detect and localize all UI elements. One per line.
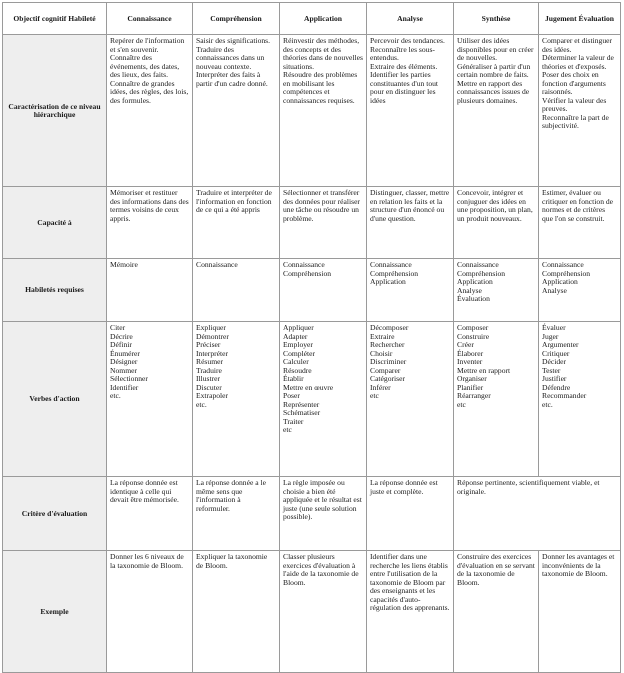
cell-line: Vérifier la valeur des preuves. xyxy=(542,95,607,113)
table-cell xyxy=(280,259,367,322)
row-header: Caractérisation de ce niveau hiérarchique xyxy=(3,35,107,187)
table-cell xyxy=(454,187,539,259)
cell-line: Repérer de l'information et s'en souvenir. xyxy=(110,36,185,54)
cell-line: Comparer xyxy=(370,365,401,375)
cell-line: Organiser xyxy=(457,374,487,383)
column-header-jugement-evaluation: Jugement Évaluation xyxy=(539,3,621,35)
column-header-analyse: Analyse xyxy=(367,3,454,35)
cell-line: Connaissance xyxy=(457,260,499,269)
cell-line: Décider xyxy=(542,357,567,366)
cell-line: Connaissance xyxy=(542,260,584,269)
cell-line: Compréhension xyxy=(370,268,419,278)
column-header-comprehension: Compréhension xyxy=(193,3,280,35)
cell-line: Classer plusieurs exercices d'évaluation à l'aide de la taxonomie de Bloom. xyxy=(283,552,359,587)
cell-line: Créer xyxy=(457,340,474,349)
cell-line: Traduire et interpréter de l'information en fonction de ce qui a été appris xyxy=(196,188,272,214)
cell-line: Connaissance xyxy=(283,260,325,269)
cell-line: Expliquer xyxy=(196,323,226,332)
column-header-application: Application xyxy=(280,3,367,35)
cell-line: Identifier xyxy=(110,382,139,392)
cell-line: Discriminer xyxy=(370,357,407,366)
table-cell xyxy=(539,259,621,322)
table-cell xyxy=(280,551,367,673)
cell-line: Compréhension xyxy=(457,268,506,278)
table-cell xyxy=(280,477,367,551)
habiletes-row xyxy=(3,259,621,322)
row-header: Critère d'évaluation xyxy=(3,477,107,551)
cell-line: etc. xyxy=(110,391,121,400)
cell-line: Choisir xyxy=(370,348,393,358)
cell-line: Identifier les parties constituantes d'un tout pour en distinguer les idées xyxy=(370,70,439,105)
cell-line: Interpréter des faits à partir d'un cadre donné. xyxy=(196,70,268,88)
cell-line: Traduire des connaissances dans un nouveau contexte. xyxy=(196,44,265,71)
cell-line: Inventer xyxy=(457,357,483,366)
cell-line: Schématiser xyxy=(283,408,321,417)
cell-line: Adapter xyxy=(283,331,308,341)
cell-line: La règle imposée ou choisie a bien été appliquée et le résultat est juste (une seule solution possible). xyxy=(283,478,362,521)
table-cell xyxy=(107,551,193,673)
table-cell xyxy=(193,35,280,187)
table-cell xyxy=(107,187,193,259)
cell-line: Décomposer xyxy=(370,323,409,332)
table-cell xyxy=(280,35,367,187)
table-cell xyxy=(193,477,280,551)
cell-line: Élaborer xyxy=(457,348,484,358)
cell-line: Définir xyxy=(110,340,132,349)
corner-header xyxy=(3,3,107,35)
cell-line: Traduire xyxy=(196,365,222,375)
table-cell xyxy=(193,322,280,477)
cell-line: Sélectionner xyxy=(110,374,148,383)
cell-line: Connaissance xyxy=(370,260,412,269)
table-cell xyxy=(367,477,454,551)
cell-line: La réponse donnée a le même sens que l'information à reformuler. xyxy=(196,478,266,513)
cell-line: Sélectionner et transférer des données pour réaliser une tâche ou résoudre un problème. xyxy=(283,188,360,223)
cell-line: Application xyxy=(457,277,493,286)
cell-line: Donner les 6 niveaux de la taxonomie de Bloom. xyxy=(110,552,184,570)
cell-line: Analyse xyxy=(542,285,567,295)
exemple-row xyxy=(3,551,621,673)
cell-line: Catégoriser xyxy=(370,374,406,383)
cell-line: Réarranger xyxy=(457,391,491,400)
row-header: Habiletés requises xyxy=(3,259,107,322)
cell-line: Connaissance xyxy=(196,260,238,269)
cell-line: Calculer xyxy=(283,357,309,366)
table-cell xyxy=(454,477,621,551)
cell-line: Donner les avantages et inconvénients de la taxonomie de Bloom. xyxy=(542,552,615,578)
cell-line: Justifier xyxy=(542,374,567,383)
cell-line: Désigner xyxy=(110,357,138,366)
cell-line: Rechercher xyxy=(370,340,405,349)
cell-line: Extraire des éléments. xyxy=(370,61,438,71)
verbes-row xyxy=(3,322,621,477)
cell-line: Représenter xyxy=(283,399,320,409)
cell-line: Connaître de grandes idées, des règles, des lois, des formules. xyxy=(110,78,189,105)
cell-line: Résoudre des problèmes en mobilisant les compétences et connaissances requises. xyxy=(283,70,358,105)
cell-line: Réinvestir des méthodes, des concepts et des théories dans de nouvelles situations. xyxy=(283,36,363,71)
critere-row xyxy=(3,477,621,551)
cell-line: Nommer xyxy=(110,365,137,375)
cell-line: Évaluer xyxy=(542,323,566,332)
cell-line: Traiter xyxy=(283,416,304,426)
table-cell xyxy=(454,35,539,187)
cell-line: Employer xyxy=(283,340,313,349)
table-cell xyxy=(193,187,280,259)
cell-line: Construire xyxy=(457,331,490,341)
cell-line: La réponse donnée est identique à celle qui devait être mémorisée. xyxy=(110,478,179,504)
cell-line: Reconnaître la part de subjectivité. xyxy=(542,112,609,130)
cell-line: Établir xyxy=(283,374,304,383)
cell-line: etc xyxy=(457,399,466,409)
cell-line: Mémoire xyxy=(110,260,138,269)
capacite-row xyxy=(3,187,621,259)
table-cell xyxy=(193,259,280,322)
header-row xyxy=(3,3,621,35)
table-cell xyxy=(107,35,193,187)
cell-line: Reconnaître les sous-entendus. xyxy=(370,44,435,62)
cell-line: Extraire xyxy=(370,331,395,341)
cell-line: Décrire xyxy=(110,331,133,341)
cell-line: Compléter xyxy=(283,348,316,358)
cell-line: Résumer xyxy=(196,357,223,366)
corner-header-label: Objectif cognitif Habileté xyxy=(13,13,96,23)
table-cell xyxy=(367,322,454,477)
table-cell xyxy=(454,322,539,477)
table-cell xyxy=(539,322,621,477)
cell-line: Critiquer xyxy=(542,348,570,358)
cell-line: Connaître des événements, des dates, des lieux, des faits. xyxy=(110,53,180,79)
table-cell xyxy=(454,551,539,673)
cell-line: Application xyxy=(370,277,406,286)
cell-line: Construire des exercices d'évaluation en se servant de la taxonomie de Bloom. xyxy=(457,552,535,587)
cell-line: Inférer xyxy=(370,382,391,392)
cell-line: Évaluation xyxy=(457,294,490,303)
table-cell xyxy=(539,551,621,673)
table-cell xyxy=(539,187,621,259)
cell-line: Mettre en rapport xyxy=(457,365,511,375)
cell-line: Généraliser à partir d'un certain nombre de faits. xyxy=(457,61,531,79)
table-cell xyxy=(193,551,280,673)
cell-line: Extrapoler xyxy=(196,391,229,400)
cell-line: Mettre en rapport des connaissances issues de plusieurs domaines. xyxy=(457,78,530,105)
cell-line: Planifier xyxy=(457,382,484,392)
caracterisation-row xyxy=(3,35,621,187)
cell-line: Défendre xyxy=(542,382,571,392)
cell-line: Préciser xyxy=(196,340,221,349)
cell-line: Tester xyxy=(542,365,561,375)
cell-line: Interpréter xyxy=(196,348,229,358)
bloom-taxonomy-table xyxy=(2,2,621,673)
cell-line: Mémoriser et restituer des informations dans des termes voisins de ceux appris. xyxy=(110,188,189,223)
cell-line: Comparer et distinguer des idées. xyxy=(542,36,613,54)
row-header: Exemple xyxy=(3,551,107,673)
table-cell xyxy=(367,551,454,673)
cell-line: Identifier dans une recherche les liens établis entre l'utilisation de la taxonomie de Bloom par des enseignants et les capacités d'auto-régulation des apprenants. xyxy=(370,552,450,612)
cell-line: Analyse xyxy=(457,285,482,295)
cell-line: Réponse pertinente, scientifiquement viable, et originale. xyxy=(457,478,600,496)
cell-line: Percevoir des tendances. xyxy=(370,36,445,45)
table-cell xyxy=(367,187,454,259)
cell-line: Citer xyxy=(110,323,126,332)
table-cell xyxy=(367,259,454,322)
cell-line: etc. xyxy=(196,399,207,409)
table-cell xyxy=(367,35,454,187)
cell-line: Distinguer, classer, mettre en relation les faits et la structure d'un énoncé ou d'une question. xyxy=(370,188,450,223)
column-header-synthese: Synthèse xyxy=(454,3,539,35)
cell-line: etc xyxy=(370,391,379,400)
cell-line: Résoudre xyxy=(283,365,312,375)
cell-line: Poser xyxy=(283,391,300,400)
cell-line: Appliquer xyxy=(283,323,314,332)
cell-line: Illustrer xyxy=(196,374,221,383)
cell-line: Application xyxy=(542,277,578,286)
table-cell xyxy=(107,322,193,477)
row-header: Capacité à xyxy=(3,187,107,259)
table-cell xyxy=(107,477,193,551)
cell-line: Saisir des significations. xyxy=(196,36,271,45)
cell-line: Concevoir, intégrer et conjuguer des idées en une proposition, un plan, un produit nouveaux. xyxy=(457,188,533,223)
table-cell xyxy=(107,259,193,322)
cell-line: Compréhension xyxy=(283,268,332,278)
table-cell xyxy=(454,259,539,322)
cell-line: Discuter xyxy=(196,382,222,392)
cell-line: Compréhension xyxy=(542,268,591,278)
cell-line: La réponse donnée est juste et complète. xyxy=(370,478,438,496)
cell-line: Juger xyxy=(542,331,559,341)
row-header: Verbes d'action xyxy=(3,322,107,477)
cell-line: Utiliser des idées disponibles pour en créer de nouvelles. xyxy=(457,36,534,62)
cell-line: Argumenter xyxy=(542,340,579,349)
cell-line: Poser des choix en fonction d'arguments raisonnés. xyxy=(542,70,606,96)
table-cell xyxy=(280,322,367,477)
cell-line: Expliquer la taxonomie de Bloom. xyxy=(196,552,268,570)
cell-line: etc. xyxy=(542,399,553,409)
cell-line: Énumérer xyxy=(110,348,140,358)
table-cell xyxy=(280,187,367,259)
cell-line: Démontrer xyxy=(196,331,229,341)
cell-line: Déterminer la valeur de théories et d'exposés. xyxy=(542,53,614,71)
cell-line: etc xyxy=(283,425,292,434)
cell-line: Mettre en œuvre xyxy=(283,382,334,392)
column-header-connaissance: Connaissance xyxy=(107,3,193,35)
cell-line: Estimer, évaluer ou critiquer en fonction de normes et de critères que l'on se construit. xyxy=(542,188,614,223)
table-cell xyxy=(539,35,621,187)
cell-line: Composer xyxy=(457,323,489,332)
cell-line: Recommander xyxy=(542,391,587,400)
